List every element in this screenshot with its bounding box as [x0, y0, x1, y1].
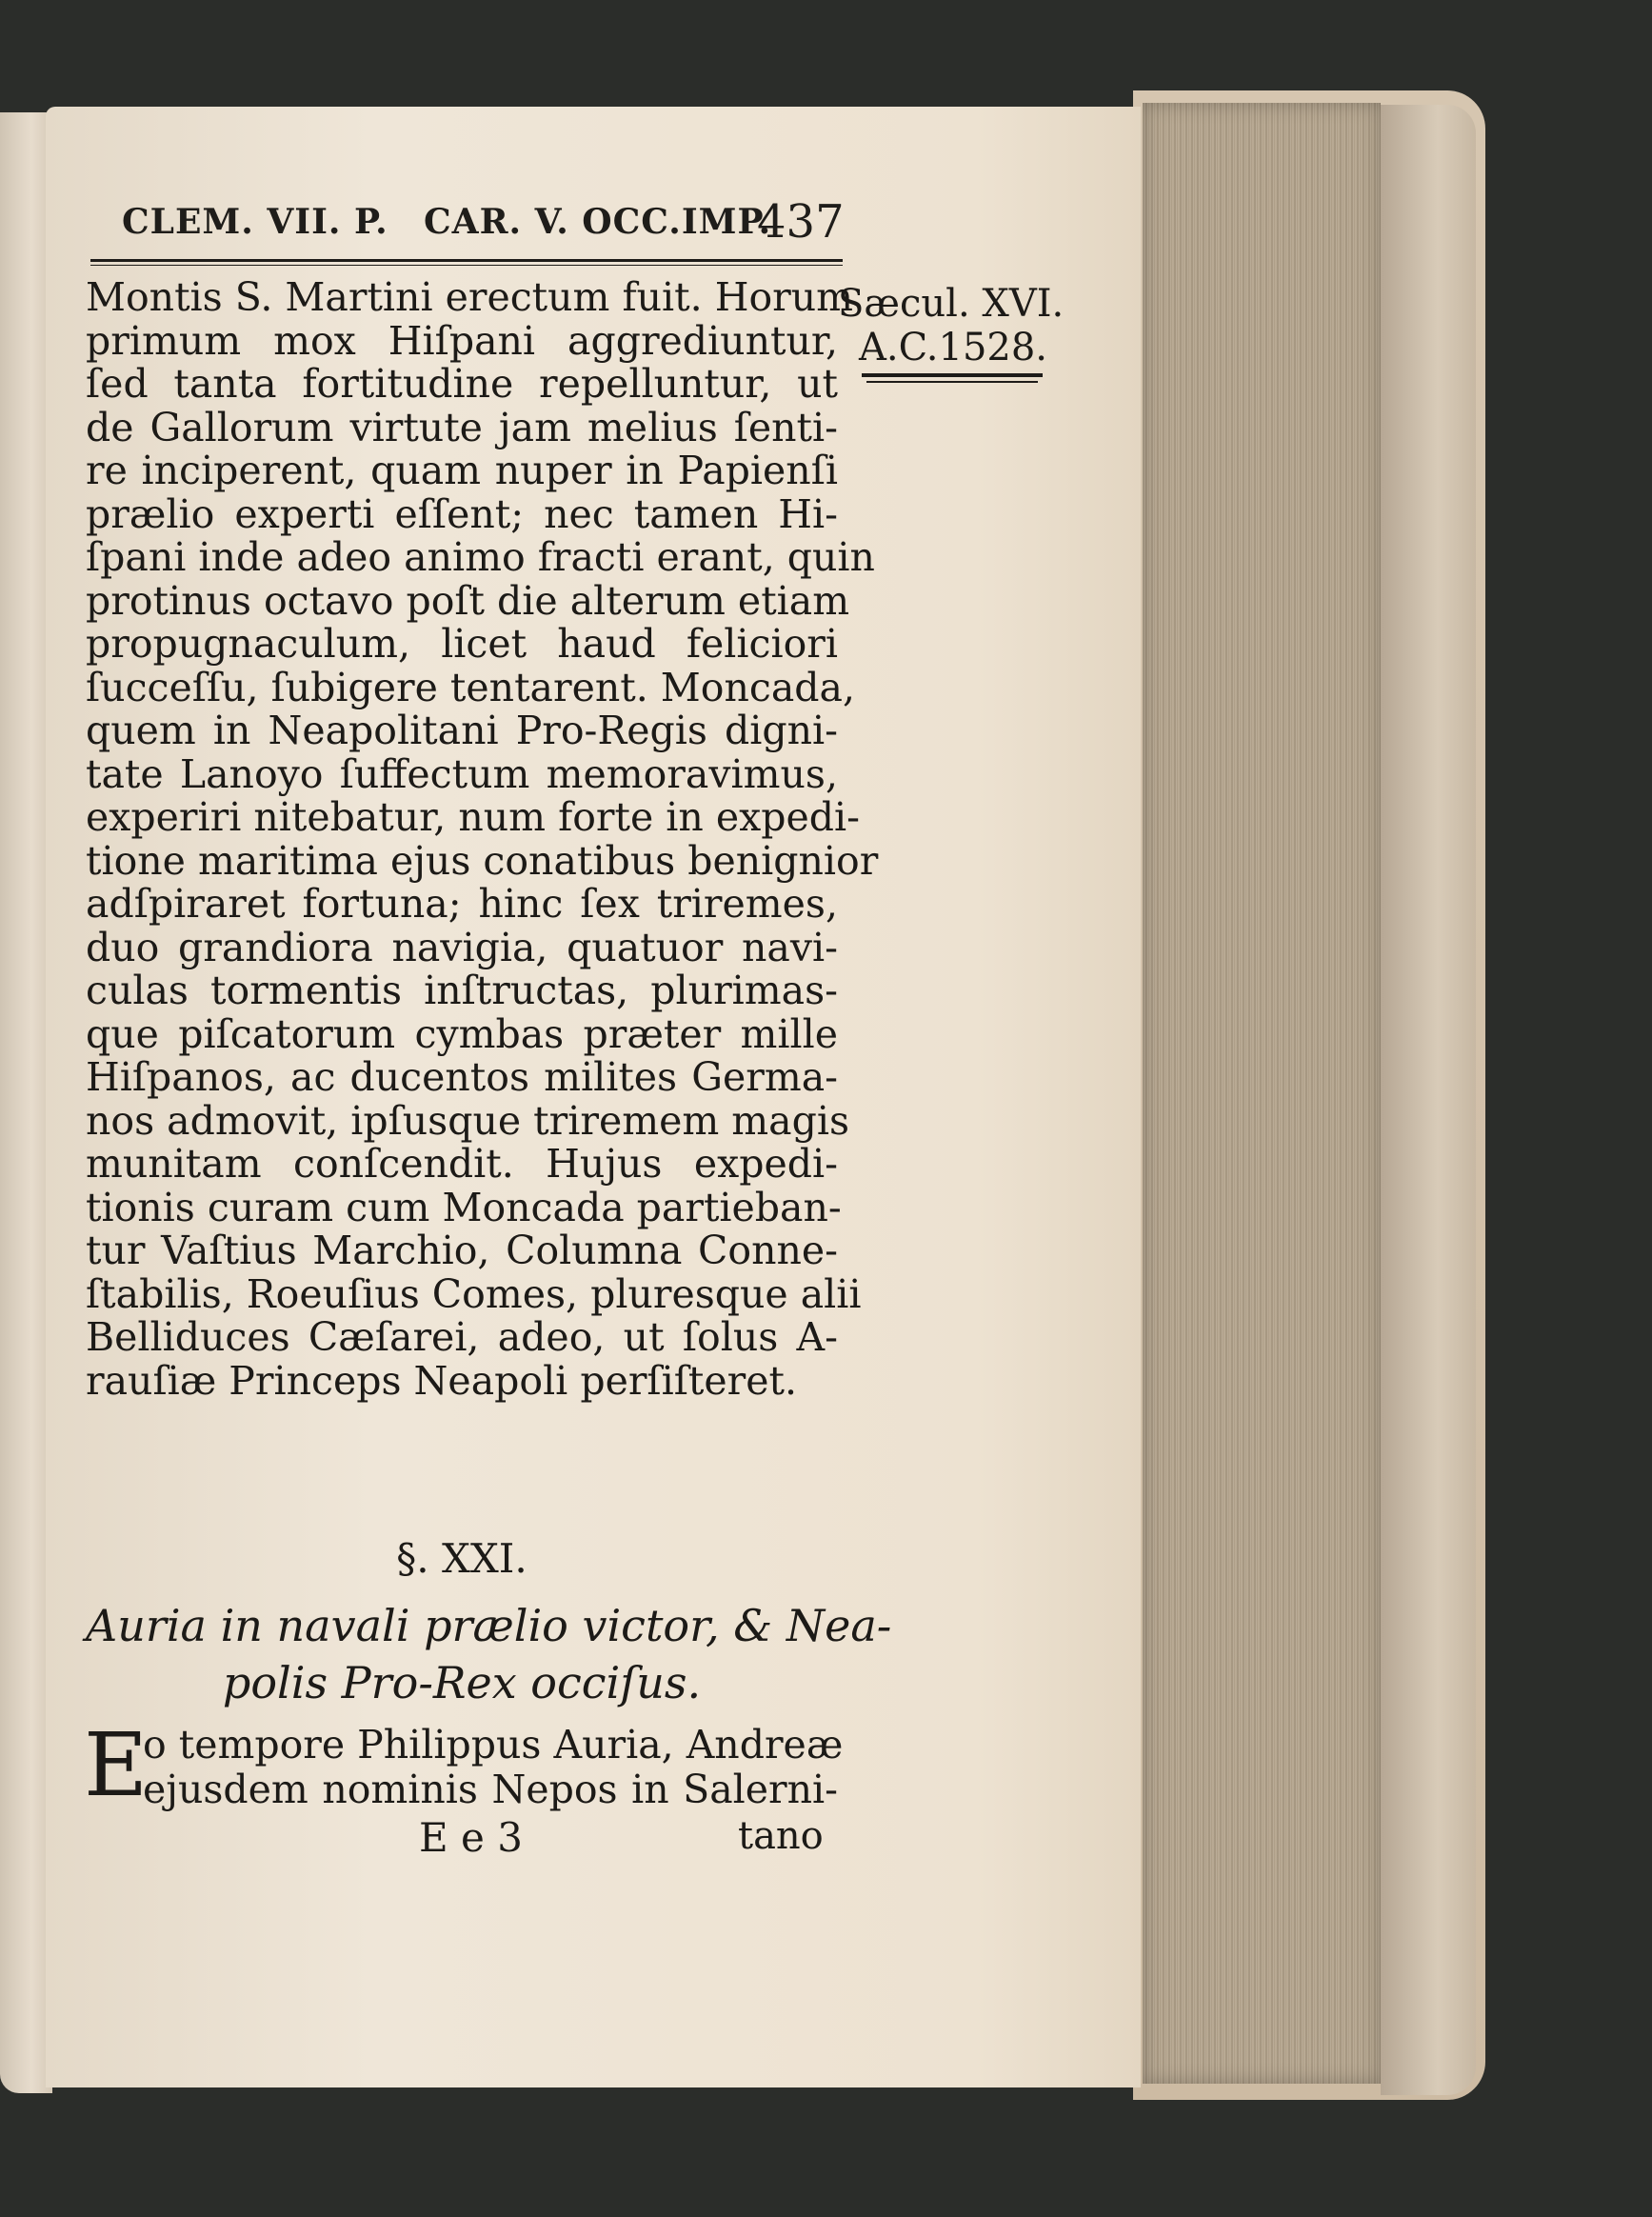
section-heading-line2: polis Pro-Rex occiſus.: [222, 1657, 702, 1708]
text-line: tione maritima ejus conatibus benignior: [86, 837, 879, 884]
margin-rule-thin: [866, 381, 1038, 383]
text-line: primum mox Hiſpani aggrediuntur,: [86, 317, 838, 364]
text-line: duo grandiora navigia, quatuor navi-: [86, 924, 838, 970]
text-line: Belliduces Cæſarei, adeo, ut ſolus A-: [86, 1314, 838, 1360]
margin-note-century: Sæcul. XVI.: [838, 282, 1065, 326]
text-line: Hiſpanos, ac ducentos milites Germa-: [86, 1054, 838, 1100]
catchword: tano: [738, 1814, 824, 1858]
text-line: tate Lanoyo ſuffectum memoravimus,: [86, 750, 838, 797]
page-number: 437: [757, 195, 845, 249]
margin-rule: [862, 373, 1043, 377]
paragraph-line: o tempore Philippus Auria, Andreæ: [143, 1722, 844, 1768]
text-line: ſpani inde adeo animo fracti erant, quin: [86, 534, 875, 580]
text-line: ſucceſſu, ſubigere tentarent. Moncada,: [86, 664, 856, 710]
running-head-center: CAR. V. OCC.IMP.: [424, 202, 772, 242]
text-line: re inciperent, quam nuper in Papienſi: [86, 448, 838, 493]
margin-note-year: A.C.1528.: [859, 326, 1048, 370]
section-number: §. XXI.: [396, 1535, 527, 1582]
text-line: quem in Neapolitani Pro-Regis digni-: [86, 708, 838, 753]
text-line: que piſcatorum cymbas præter mille: [86, 1010, 838, 1057]
section-heading-line1: Auria in navali prælio victor, & Nea-: [86, 1600, 892, 1651]
body-text: [86, 274, 879, 1404]
text-line: de Gallorum virtute jam melius ſenti-: [86, 404, 838, 450]
text-line: ſed tanta fortitudine repelluntur, ut: [86, 361, 838, 407]
header-rule: [90, 259, 843, 262]
text-line: protinus octavo poſt die alterum etiam: [86, 577, 850, 624]
text-line: propugnaculum, licet haud feliciori: [86, 621, 838, 667]
text-line: ſtabilis, Roeuſius Comes, pluresque alii: [86, 1270, 862, 1317]
text-line: Montis S. Martini erectum fuit. Horum: [86, 274, 854, 320]
text-line: adſpiraret fortuna; hinc ſex triremes,: [86, 881, 838, 927]
header-rule-thin: [90, 265, 843, 266]
text-line: tur Vaſtius Marchio, Columna Conne-: [86, 1228, 838, 1273]
page-block-edge: [1143, 103, 1381, 2084]
text-line: rauſiæ Princeps Neapoli perſiſteret.: [86, 1357, 798, 1404]
text-line: tionis curam cum Moncada partieban-: [86, 1184, 842, 1230]
text-line: experiri nitebatur, num forte in expedi-: [86, 794, 860, 840]
text-line: culas tormentis inſtructas, plurimas-: [86, 968, 838, 1013]
text-line: nos admovit, ipſusque triremem magis: [86, 1097, 849, 1144]
signature-mark: E e 3: [419, 1814, 523, 1861]
book-cover-right: [1381, 105, 1476, 2095]
facing-page-edge: [0, 112, 52, 2093]
drop-cap: E: [84, 1714, 149, 1816]
text-line: munitam conſcendit. Hujus expedi-: [86, 1141, 838, 1187]
running-head-left: CLEM. VII. P.: [122, 202, 388, 242]
text-line: prælio experti eſſent; nec tamen Hi-: [86, 490, 838, 537]
paragraph-line: ejusdem nominis Nepos in Salerni-: [143, 1767, 838, 1812]
